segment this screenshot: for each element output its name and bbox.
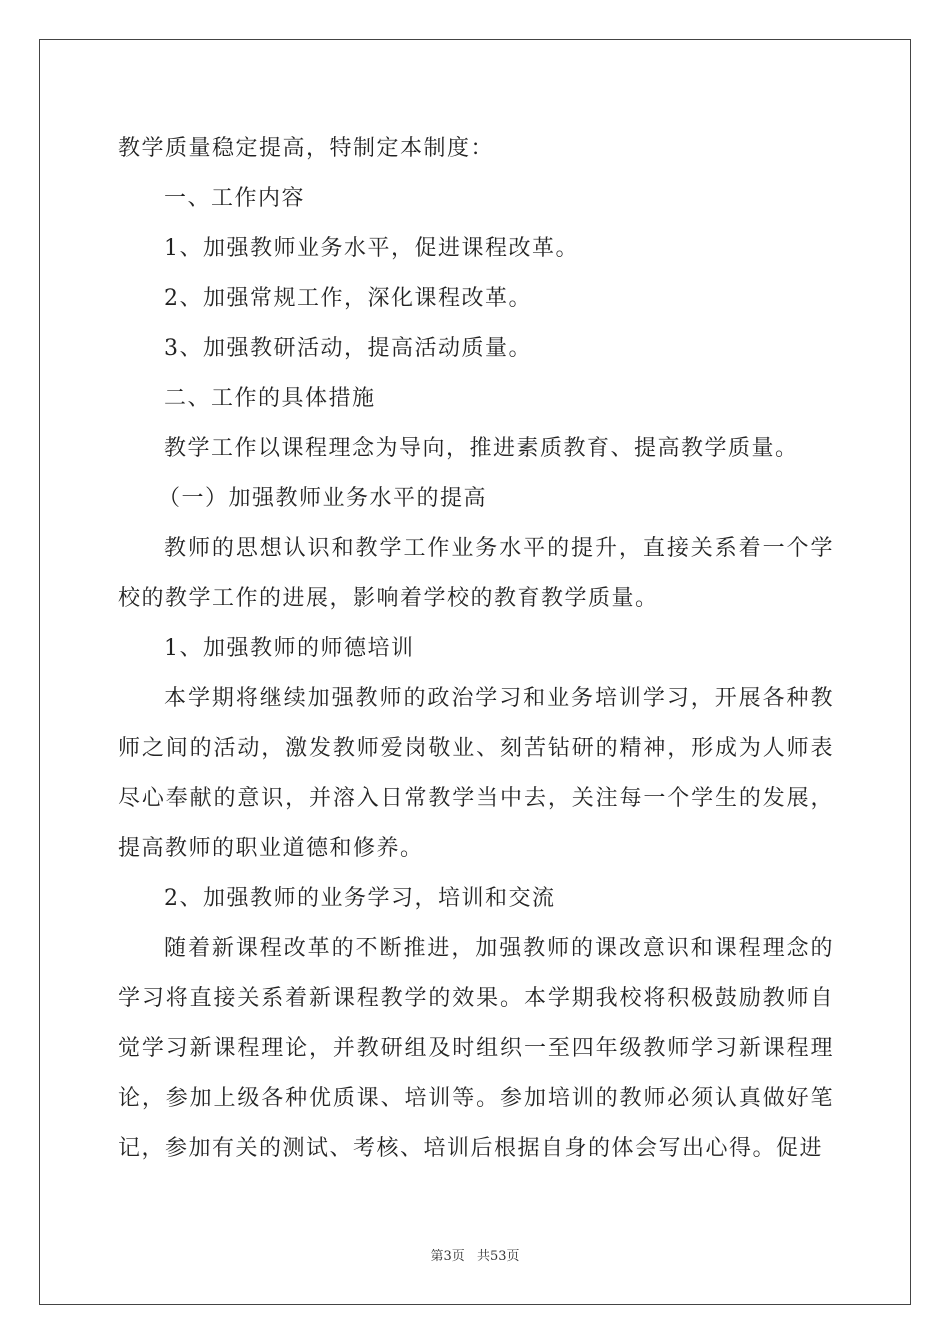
page-total: 共53页 xyxy=(476,1249,520,1264)
page-number: 第3页 xyxy=(430,1249,465,1264)
section-heading-measures: 二、工作的具体措施 xyxy=(164,386,376,411)
paragraph: 教师的思想认识和教学工作业务水平的提升，直接关系着一个学校的教学工作的进展，影响着学校的教育教学质量。 xyxy=(118,536,834,611)
list-item: 1、加强教师的师德培训 xyxy=(164,636,415,661)
list-item: 2、加强常规工作，深化课程改革。 xyxy=(164,286,532,311)
paragraph: 本学期将继续加强教师的政治学习和业务培训学习，开展各种教师之间的活动，激发教师爱岗敬业、刻苦钻研的精神，形成为人师表尽心奉献的意识，并溶入日常教学当中去，关注每一个学生的发展，提高教师的职业道德和修养。 xyxy=(118,686,834,861)
list-item: 3、加强教研活动，提高活动质量。 xyxy=(164,336,532,361)
paragraph: 教学工作以课程理念为导向，推进素质教育、提高教学质量。 xyxy=(164,436,799,461)
paragraph: 随着新课程改革的不断推进，加强教师的课改意识和课程理念的学习将直接关系着新课程教学的效果。本学期我校将积极鼓励教师自觉学习新课程理论，并教研组及时组织一至四年级教师学习新课程理论，参加上级各种优质课、培训等。参加培训的教师必须认真做好笔记，参加有关的测试、考核、培训后根据自身的体会写出心得。促进 xyxy=(118,936,834,1161)
subsection-heading: （一）加强教师业务水平的提高 xyxy=(158,486,488,511)
document-body xyxy=(118,124,834,1174)
section-heading-work-content: 一、工作内容 xyxy=(164,186,306,211)
paragraph-intro: 教学质量稳定提高，特制定本制度： xyxy=(118,136,495,161)
list-item: 1、加强教师业务水平，促进课程改革。 xyxy=(164,236,579,261)
list-item: 2、加强教师的业务学习，培训和交流 xyxy=(164,886,556,911)
page-footer xyxy=(0,1248,950,1266)
